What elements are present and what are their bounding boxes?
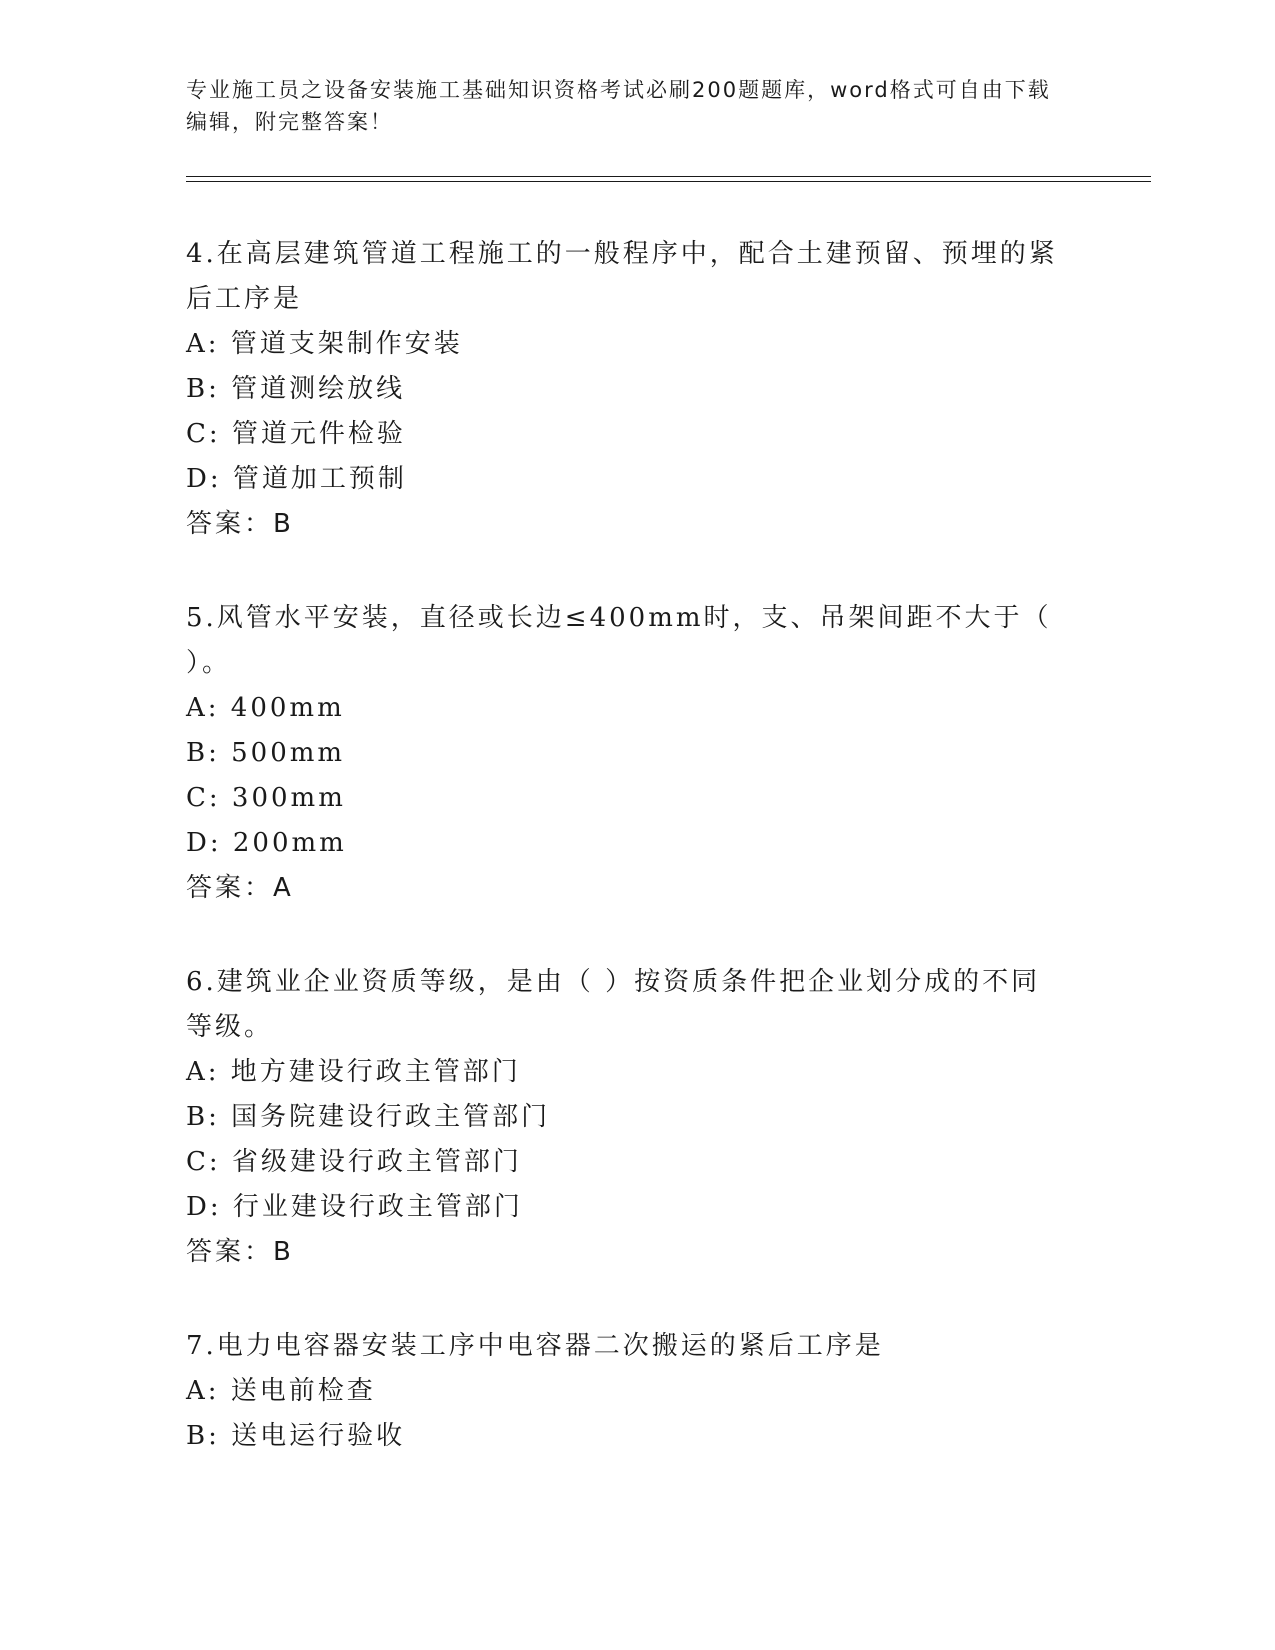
- question-stem: 4.在高层建筑管道工程施工的一般程序中，配合土建预留、预埋的紧后工序是: [186, 239, 1058, 314]
- option-b: B: 500mm: [186, 738, 346, 768]
- question-5: [186, 596, 1066, 911]
- question-4: [186, 232, 1066, 547]
- option-a: A: 管道支架制作安装: [186, 329, 463, 359]
- question-stem: 6.建筑业企业资质等级，是由（ ）按资质条件把企业划分成的不同等级。: [186, 967, 1041, 1042]
- option-b: B: 送电运行验收: [186, 1421, 406, 1451]
- question-stem: 7.电力电容器安装工序中电容器二次搬运的紧后工序是: [186, 1331, 884, 1361]
- option-c: C: 管道元件检验: [186, 419, 406, 449]
- question-stem: 5.风管水平安装，直径或长边≤400mm时，支、吊架间距不大于（ ）。: [186, 603, 1052, 678]
- answer: 答案：B: [186, 509, 294, 539]
- header-divider-top: [186, 176, 1151, 177]
- option-d: D: 行业建设行政主管部门: [186, 1192, 523, 1222]
- option-d: D: 200mm: [186, 828, 347, 858]
- option-b: B: 国务院建设行政主管部门: [186, 1102, 551, 1132]
- question-6: [186, 960, 1066, 1275]
- header-divider-bottom: [186, 181, 1151, 182]
- question-7: [186, 1324, 1066, 1459]
- option-b: B: 管道测绘放线: [186, 374, 406, 404]
- option-d: D: 管道加工预制: [186, 464, 407, 494]
- option-c: C: 300mm: [186, 783, 346, 813]
- option-a: A: 400mm: [186, 693, 345, 723]
- document-header: 专业施工员之设备安装施工基础知识资格考试必刷200题题库，word格式可自由下载编辑，附完整答案！: [186, 78, 1051, 134]
- answer: 答案：B: [186, 1237, 294, 1267]
- option-a: A: 地方建设行政主管部门: [186, 1057, 521, 1087]
- option-a: A: 送电前检查: [186, 1376, 376, 1406]
- answer: 答案：A: [186, 873, 294, 903]
- option-c: C: 省级建设行政主管部门: [186, 1147, 522, 1177]
